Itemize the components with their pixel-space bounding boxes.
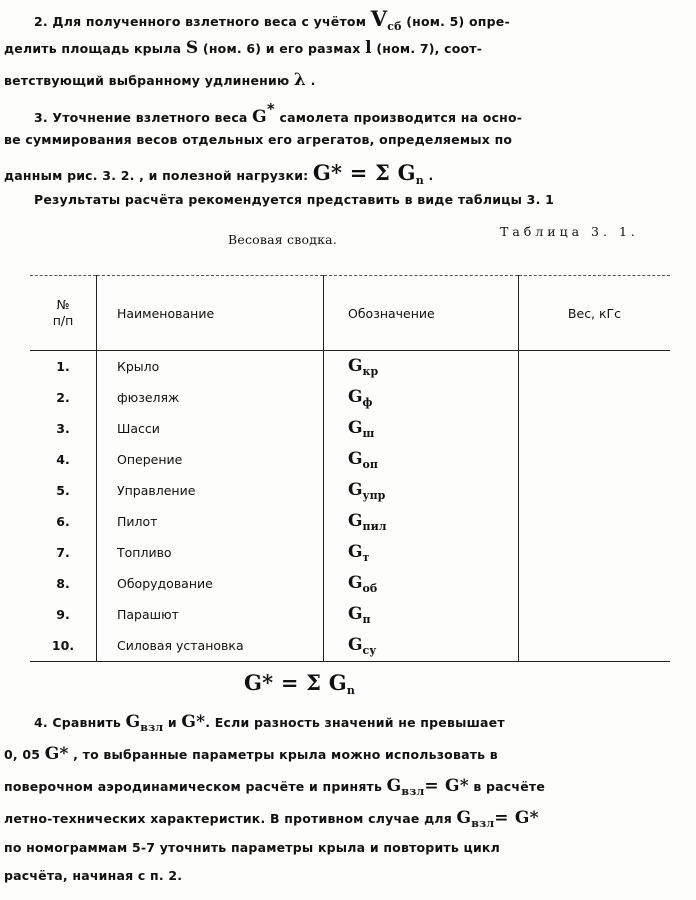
row-name: Оперение (97, 444, 324, 475)
row-name: Топливо (97, 537, 324, 568)
text: Результаты расчёта рекомендуется представить в виде таблицы 3. 1 (34, 192, 554, 207)
p2-line-3 (4, 70, 316, 90)
row-name: Силовая установка (97, 630, 324, 662)
row-weight (519, 413, 671, 444)
symbol-subscript: об (362, 581, 378, 595)
p2-line-2 (4, 38, 482, 58)
p4-line-1 (34, 712, 505, 734)
row-number: 1. (30, 351, 97, 383)
row-number: 3. (30, 413, 97, 444)
symbol-letter: G (348, 510, 363, 531)
text: (ном. 7), соот- (376, 41, 483, 56)
table-header-row (30, 276, 670, 351)
header-number (30, 276, 97, 351)
takeoff-subscript: взл (401, 785, 425, 798)
table-row (30, 382, 670, 413)
table-row (30, 413, 670, 444)
p2-line-1 (34, 6, 510, 33)
symbol-letter: G (348, 448, 363, 469)
refined-weight-symbol: G* (44, 744, 69, 764)
symbol-letter: G (348, 634, 363, 655)
text: ветствующий выбранному удлинению (4, 73, 290, 88)
takeoff-weight-symbol: G (125, 712, 141, 732)
text: делить площадь крыла (4, 41, 182, 56)
row-weight (519, 351, 671, 383)
row-number: 8. (30, 568, 97, 599)
row-number: 4. (30, 444, 97, 475)
table-label: Таблица 3. 1. (500, 224, 639, 239)
sum-formula: G* = Σ G (312, 160, 416, 185)
takeoff-weight-symbol: G (386, 776, 402, 796)
p3-line-3 (4, 160, 433, 187)
row-weight (519, 444, 671, 475)
row-symbol (324, 475, 519, 506)
symbol-letter: G (348, 479, 363, 500)
row-weight (519, 537, 671, 568)
p3-line-2 (4, 132, 512, 147)
symbol-letter: G (348, 355, 363, 376)
symbol-subscript: ш (362, 426, 375, 440)
table-row (30, 537, 670, 568)
row-number: 2. (30, 382, 97, 413)
refined-weight-symbol: G* (181, 712, 206, 732)
equals-refined: = G* (424, 776, 469, 796)
symbol-subscript: т (362, 550, 370, 564)
row-number: 5. (30, 475, 97, 506)
formula-subscript: n (415, 174, 424, 187)
row-name: Парашют (97, 599, 324, 630)
row-number: 10. (30, 630, 97, 662)
p4-line-2 (4, 744, 498, 764)
row-symbol (324, 506, 519, 537)
span-symbol: l (365, 38, 372, 58)
row-symbol (324, 413, 519, 444)
table-row (30, 351, 670, 383)
aspect-ratio-symbol: λ (293, 70, 306, 90)
takeoff-subscript: взл (471, 817, 495, 830)
weight-symbol: G (252, 107, 267, 127)
row-symbol (324, 382, 519, 413)
text: расчёта, начиная с п. 2. (4, 868, 183, 883)
text: (ном. 5) опре- (406, 14, 510, 29)
table-row (30, 568, 670, 599)
sum-formula-subscript: n (346, 684, 356, 697)
text: (ном. 6) и его размах (202, 41, 361, 56)
symbol-letter: G (348, 417, 363, 438)
text: 0, 05 (4, 747, 41, 762)
text: . (310, 73, 316, 88)
row-weight (519, 630, 671, 662)
text: и (167, 715, 177, 730)
symbol-subscript: пил (362, 519, 387, 533)
text: , то выбранные параметры крыла можно использовать в (73, 747, 498, 762)
area-symbol: S (185, 38, 199, 58)
text: ве суммирования весов отдельных его агрегатов, определяемых по (4, 132, 513, 147)
text: летно-технических характеристик. В противном случае для (4, 811, 452, 826)
star: * (266, 100, 275, 118)
symbol-subscript: су (362, 643, 377, 657)
text: данным рис. 3. 2. , и полезной нагрузки: (4, 168, 309, 183)
row-weight (519, 599, 671, 630)
row-name: Управление (97, 475, 324, 506)
p3-line-4 (34, 192, 554, 207)
symbol-subscript: кр (362, 364, 379, 378)
row-number: 6. (30, 506, 97, 537)
velocity-symbol: V (370, 6, 388, 31)
row-symbol (324, 599, 519, 630)
text: 3. Уточнение взлетного веса (34, 110, 248, 125)
takeoff-weight-symbol: G (456, 808, 472, 828)
row-number: 9. (30, 599, 97, 630)
symbol-subscript: п (362, 612, 371, 626)
p3-line-1 (34, 100, 522, 127)
row-name: фюзеляж (97, 382, 324, 413)
header-number-line1: № (56, 297, 70, 312)
table-row (30, 475, 670, 506)
row-weight (519, 506, 671, 537)
p4-line-6 (4, 868, 182, 883)
row-symbol (324, 568, 519, 599)
row-symbol (324, 444, 519, 475)
text: по номограммам 5-7 уточнить параметры крыла и повторить цикл (4, 840, 500, 855)
row-name: Крыло (97, 351, 324, 383)
table-sum-formula (244, 670, 355, 697)
table-row (30, 506, 670, 537)
equals-refined: = G* (494, 808, 539, 828)
row-symbol (324, 630, 519, 662)
header-weight: Вес, кГс (519, 276, 671, 351)
row-number: 7. (30, 537, 97, 568)
table-title: Весовая сводка. (228, 232, 337, 247)
row-symbol (324, 537, 519, 568)
text: . (428, 168, 434, 183)
table-row (30, 444, 670, 475)
text: 2. Для полученного взлетного веса с учётом (34, 14, 367, 29)
header-symbol: Обозначение (324, 276, 519, 351)
row-weight (519, 568, 671, 599)
text: самолета производится на осно- (279, 110, 523, 125)
table-row (30, 630, 670, 662)
symbol-subscript: упр (362, 488, 386, 502)
symbol-subscript: ф (362, 395, 373, 409)
symbol-letter: G (348, 572, 363, 593)
takeoff-subscript: взл (140, 721, 164, 734)
header-name: Наименование (97, 276, 324, 351)
symbol-subscript: оп (362, 457, 378, 471)
row-weight (519, 475, 671, 506)
text: . Если разность значений не превышает (205, 715, 505, 730)
text: 4. Сравнить (34, 715, 122, 730)
sum-formula-text: G* = Σ G (244, 670, 347, 695)
weight-summary-table (30, 275, 670, 662)
symbol-letter: G (348, 541, 363, 562)
header-number-line2: п/п (52, 313, 74, 328)
p4-line-5 (4, 840, 500, 855)
p4-line-3 (4, 776, 545, 798)
row-name: Оборудование (97, 568, 324, 599)
row-weight (519, 382, 671, 413)
symbol-letter: G (348, 386, 363, 407)
text: в расчёте (473, 779, 545, 794)
row-name: Пилот (97, 506, 324, 537)
velocity-subscript: cб (387, 20, 402, 33)
symbol-letter: G (348, 603, 363, 624)
table-row (30, 599, 670, 630)
row-name: Шасси (97, 413, 324, 444)
text: поверочном аэродинамическом расчёте и принять (4, 779, 383, 794)
row-symbol (324, 351, 519, 383)
p4-line-4 (4, 808, 539, 830)
